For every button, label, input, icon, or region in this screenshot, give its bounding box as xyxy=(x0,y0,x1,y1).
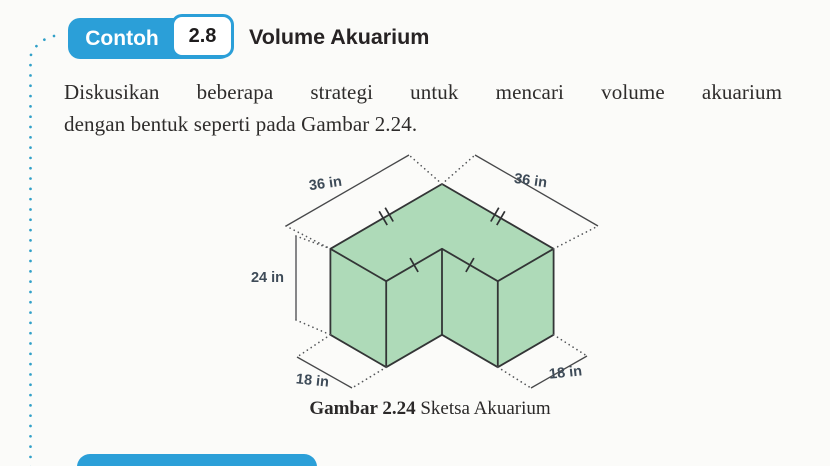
example-badge-label: Contoh xyxy=(85,27,159,50)
dim-label-top-left: 36 in xyxy=(307,173,343,195)
paragraph-line-2: dengan bentuk seperti pada Gambar 2.24. xyxy=(64,112,418,136)
figure-caption xyxy=(240,398,620,420)
paragraph-line-1: Diskusikan beberapa strategi untuk mencari volume akuarium xyxy=(64,80,782,104)
dotted-border-decoration xyxy=(0,0,70,466)
dim-label-bottom-left: 18 in xyxy=(295,371,330,391)
section-title: Volume Akuarium xyxy=(249,25,430,49)
figure-caption-text: Sketsa Akuarium xyxy=(420,398,551,419)
dim-label-bottom-right: 18 in xyxy=(548,363,583,383)
next-section-badge xyxy=(77,454,317,466)
dim-label-top-right: 36 in xyxy=(513,170,549,192)
aquarium-diagram xyxy=(240,148,620,396)
dim-label-height: 24 in xyxy=(250,270,284,286)
figure-caption-number: Gambar 2.24 xyxy=(309,398,416,419)
example-number-badge: 2.8 xyxy=(171,14,234,58)
